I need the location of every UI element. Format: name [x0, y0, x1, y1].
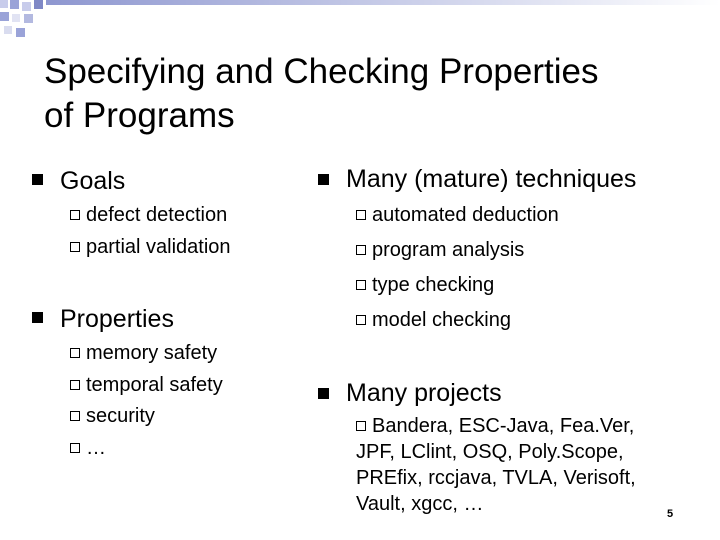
techniques-item: model checking	[356, 308, 511, 332]
checkbox-icon	[356, 315, 366, 325]
techniques-item: type checking	[356, 273, 494, 297]
checkbox-icon	[70, 411, 80, 421]
checkbox-icon	[356, 280, 366, 290]
techniques-item: program analysis	[356, 238, 524, 262]
properties-item: memory safety	[70, 341, 217, 365]
checkbox-icon	[70, 210, 80, 220]
properties-item: …	[70, 436, 106, 460]
checkbox-icon	[356, 210, 366, 220]
title-line-1: Specifying and Checking Properties	[44, 52, 599, 91]
checkbox-icon	[70, 443, 80, 453]
checkbox-icon	[70, 242, 80, 252]
techniques-heading: Many (mature) techniques	[346, 165, 637, 193]
projects-heading: Many projects	[346, 379, 502, 407]
checkbox-icon	[70, 380, 80, 390]
goals-bullet	[32, 174, 43, 185]
goals-heading: Goals	[60, 167, 126, 195]
properties-heading: Properties	[60, 305, 174, 333]
projects-bullet	[318, 388, 329, 399]
projects-list: Bandera, ESC-Java, Fea.Ver, JPF, LClint, OSQ, Poly.Scope, PREfix, rccjava, TVLA, Verisoft, Vault, xgcc, …	[356, 415, 636, 515]
techniques-bullet	[318, 174, 329, 185]
checkbox-icon	[70, 348, 80, 358]
title-line-2: of Programs	[44, 96, 235, 135]
techniques-item: automated deduction	[356, 203, 559, 227]
checkbox-icon	[356, 245, 366, 255]
slide-title	[44, 50, 684, 138]
goals-item: defect detection	[70, 203, 227, 227]
goals-item: partial validation	[70, 235, 231, 259]
page-number: 5	[667, 508, 674, 520]
checkbox-icon	[356, 421, 366, 431]
properties-bullet	[32, 312, 43, 323]
properties-item: security	[70, 404, 155, 428]
header-decoration	[0, 0, 720, 40]
properties-item: temporal safety	[70, 373, 223, 397]
